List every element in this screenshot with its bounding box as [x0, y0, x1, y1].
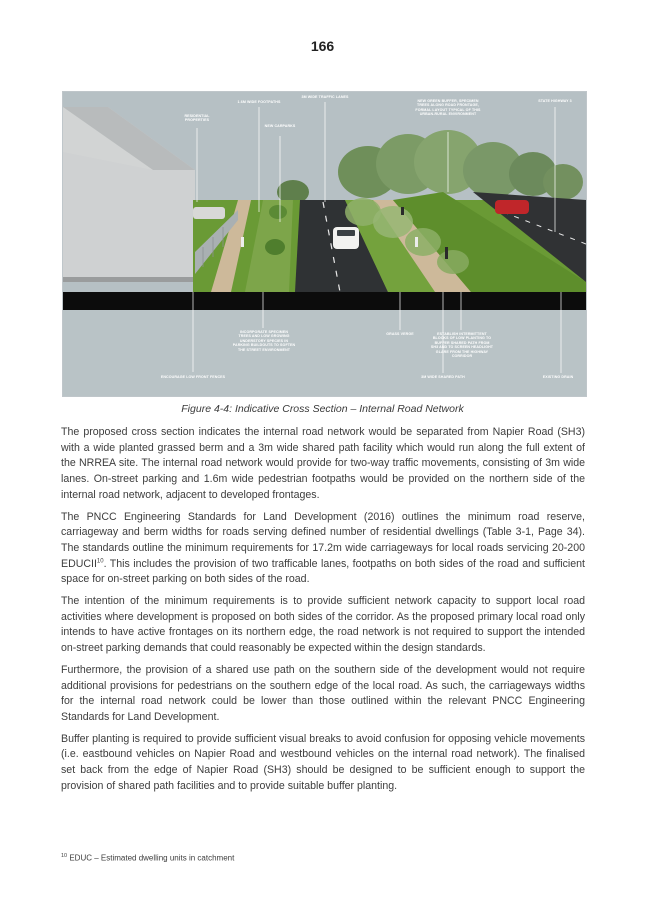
cross-section-figure: [62, 91, 587, 397]
figure-caption: Figure 4-4: Indicative Cross Section – Internal Road Network: [181, 403, 464, 415]
paragraph-2: [61, 510, 585, 589]
label-buffer-trees: NEW GREEN BUFFER, SPECIMEN TREES ALONG ROAD FRONTAGE, FORMAL LAYOUT TYPICAL OF THIS URBAN-RURAL ENVIRONMENT: [415, 99, 481, 117]
label-low-species: INCORPORATE SPECIMEN TREES AND LOW GROWING UNDERSTORY SPECIES IN PARKING BUILDOUTS TO SOFTEN THE STREET ENVIRONMENT: [232, 330, 296, 352]
footnote-reference: 10: [96, 558, 104, 565]
label-residential: RESIDENTIAL PROPERTIES: [184, 114, 210, 123]
section-ground: [63, 292, 586, 310]
paragraph-2-text: The PNCC Engineering Standards for Land Development (2016) outlines the minimum road reserve, carriageway and berm widths for roads serving defined number of residential dwellings (Table 3-1, Page 34). The standards outline the minimum requirements for 17.2m wide carriageways for local roads servicing 20-200 EDUCII: [61, 510, 585, 570]
label-footpath: 1.6M WIDE FOOTPATHS: [237, 100, 281, 104]
paragraph-1: The proposed cross section indicates the internal road network would be separated from Napier Road (SH3) with a wide planted grassed berm and a 3m wide shared path facility which would run along the full extent of the NRREA site. The internal road network would provide for two-way traffic movements, consisting of 3m wide lanes. On-street parking and 1.6m wide pedestrian footpaths would be provided on the northern side of the internal road network, adjacent to developed frontages.: [61, 426, 585, 501]
label-traffic-lanes: 3M WIDE TRAFFIC LANES: [301, 95, 349, 99]
label-shared-path: 3M WIDE SHARED PATH: [421, 375, 465, 379]
label-fences: ENCOURAGE LOW FRONT FENCES: [160, 375, 226, 379]
label-established-planting: ESTABLISH INTERMITTENT BLOCKS OF LOW PLANTING TO BUFFER SHARED PATH FROM SH3 AND TO SCREEN HEADLIGHT GLARE FROM THE HIGHWAY CORRIDOR: [430, 332, 494, 359]
label-grass-verge: GRASS VERGE: [386, 332, 414, 336]
paragraph-2-tail: . This includes the provision of two trafficable lanes, footpaths on both sides of the road and sufficient space for on-street parking on both sides of the road.: [61, 557, 585, 586]
page-number: 166: [310, 38, 335, 54]
cross-section-illustration: [63, 92, 586, 396]
paragraph-4: Furthermore, the provision of a shared use path on the southern side of the development would not require additional provisions for pedestrians on the southern edge of the local road. As such, the carriageways widths for the internal road network could be lower than those outlined within the relevant PNCC Engineering Standards for Land Development.: [61, 663, 585, 723]
label-state-highway: STATE HIGHWAY 3: [538, 99, 572, 103]
label-carparks: NEW CARPARKS: [264, 124, 296, 128]
footnote-marker: 10: [61, 853, 68, 859]
footnote-text: EDUC – Estimated dwelling units in catchment: [67, 853, 235, 863]
paragraph-5: Buffer planting is required to provide sufficient visual breaks to avoid confusion for opposing vehicle movements (i.e. eastbound vehicles on Napier Road and westbound vehicles on the internal road network). The finalised set back from the edge of Napier Road (SH3) should be designed to be sufficient enough to support the provision of shared path facilities and to provide suitable buffer planting.: [61, 732, 585, 792]
footnote: [61, 853, 234, 863]
paragraph-3: The intention of the minimum requirements is to provide sufficient network capacity to support local road activities where development is proposed on both sides of the corridor. As the proposed primary local road only intends to have active frontages on its northern edge, the road network is not required to support the intended on-street parking demands that could reasonably be expected within the design standards.: [61, 595, 585, 655]
label-existing-drain: EXISTING DRAIN: [542, 375, 574, 379]
body-text: [61, 425, 585, 800]
